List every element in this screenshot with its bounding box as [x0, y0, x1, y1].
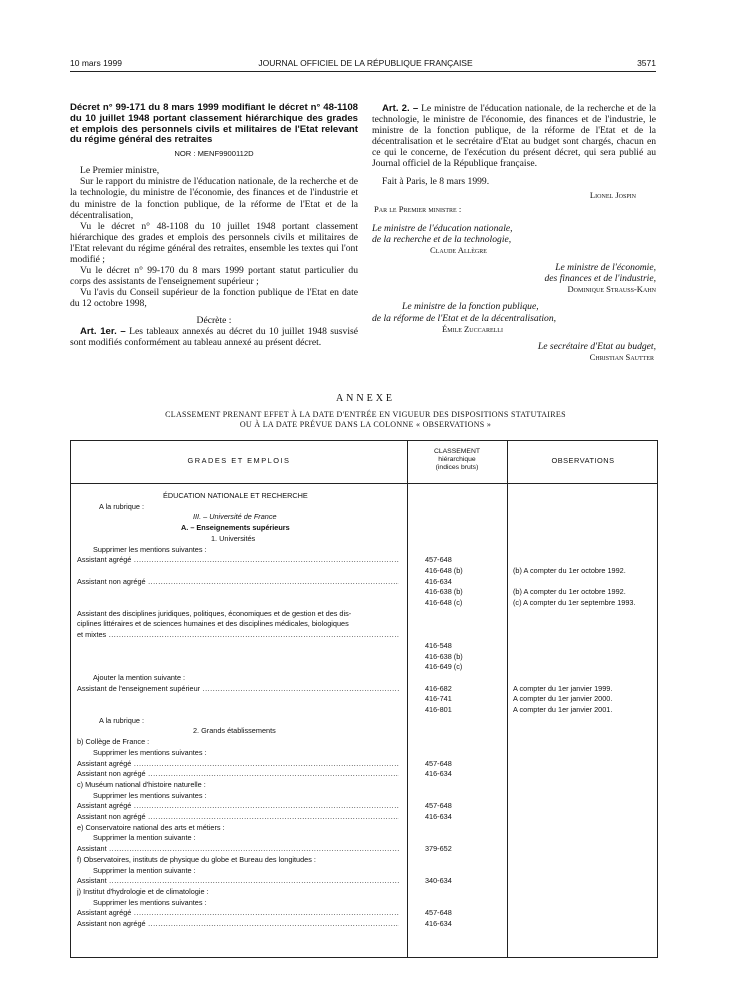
grade-cell: Assistant des disciplines juridiques, politiques, économiques et de gestion et des dis- [77, 608, 352, 618]
table-row [71, 545, 659, 554]
column-header-classement-3: (indices bruts) [435, 464, 479, 471]
table-row [71, 491, 659, 500]
premier-ministre-line: Le Premier ministre, [80, 165, 160, 177]
table-row [71, 887, 659, 896]
table-row [71, 512, 659, 521]
table-row [71, 705, 659, 714]
grade-cell: e) Conservatoire national des arts et métiers : [77, 822, 225, 832]
grade-cell: Supprimer la mention suivante : [93, 865, 196, 875]
grade-cell: f) Observatoires, instituts de physique du globe et Bureau des longitudes : [77, 854, 316, 864]
table-row [71, 716, 659, 725]
journal-title: JOURNAL OFFICIEL DE LA RÉPUBLIQUE FRANÇAISE [258, 58, 473, 68]
table-row [71, 844, 659, 853]
table-row [71, 534, 659, 543]
minister-1-title-b: de la recherche et de la technologie, [372, 233, 512, 245]
article-1-text: Les tableaux annexés au décret du 10 juillet 1948 susvisé sont modifiés conformément au tableau annexé au présent décret. [70, 325, 358, 348]
classement-cell: 416-648 (c) [425, 598, 463, 607]
classement-cell: 416-634 [425, 576, 452, 586]
grade-cell: A la rubrique : [99, 501, 145, 511]
grade-cell: c) Muséum national d'histoire naturelle : [77, 779, 206, 789]
observations-cell: (b) A compter du 1er octobre 1992. [513, 587, 626, 597]
grade-cell: Ajouter la mention suivante : [93, 672, 186, 682]
table-row [71, 555, 659, 564]
grade-cell: ÉDUCATION NATIONALE ET RECHERCHE [163, 491, 308, 500]
table-row [71, 812, 659, 821]
minister-2-name: Dominique Strauss-Kahn [567, 284, 656, 295]
header-rule [70, 71, 656, 72]
nor-reference: NOR : MENF9900112D [174, 149, 254, 159]
header-divider [71, 483, 657, 484]
classement-cell: 379-652 [425, 844, 452, 854]
table-row [71, 609, 659, 618]
fait-a-paris: Fait à Paris, le 8 mars 1999. [382, 175, 490, 187]
classement-cell: 340-634 [425, 876, 452, 886]
minister-1-title-a: Le ministre de l'éducation nationale, [372, 222, 513, 234]
classement-cell: 416-638 (b) [425, 651, 463, 661]
grade-cell: A la rubrique : [99, 715, 145, 725]
sur-le-rapport: Sur le rapport du ministre de l'éducation nationale, de la recherche et de la technologie, du ministre de l'économie, des finances et de l'industrie et du ministre de la fonction publique, de la réforme de l'Etat et de la décentralisation, [70, 176, 358, 221]
minister-3-title-b: de la réforme de l'Etat et de la décentralisation, [372, 312, 557, 324]
grade-cell: Supprimer les mentions suivantes : [93, 747, 207, 757]
classement-cell: 416-634 [425, 919, 452, 928]
minister-1-name: Claude Allègre [430, 245, 487, 256]
grade-cell: A. – Enseignements supérieurs [181, 523, 290, 533]
minister-4-title: Le secrétaire d'Etat au budget, [537, 340, 656, 352]
grade-cell: 1. Universités [211, 533, 256, 543]
table-row [71, 737, 659, 746]
grade-cell: 2. Grands établissements [193, 726, 276, 736]
minister-4-name: Christian Sautter [589, 351, 654, 362]
table-row [71, 587, 659, 596]
classement-cell: 416-638 (b) [425, 587, 463, 597]
grade-cell: b) Collège de France : [77, 737, 150, 747]
observations-cell: A compter du 1er janvier 2000. [513, 694, 613, 704]
grade-cell: Assistant non agrégé ..... [77, 769, 399, 778]
annexe-subtitle-2: OU À LA DATE PRÉVUE DANS LA COLONNE « OBSERVATIONS » [239, 420, 492, 429]
classement-cell: 457-648 [425, 908, 452, 918]
grade-cell: Assistant ..... [77, 844, 399, 853]
decree-title: Décret n° 99-171 du 8 mars 1999 modifiant le décret n° 48-1108 du 10 juillet 1948 portant classement hiérarchique des grades et emplois des personnels civils et militaires de l'Etat relevant du régime général des retraites [70, 102, 358, 146]
observations-cell: (c) A compter du 1er septembre 1993. [513, 598, 636, 607]
grade-cell: ciplines littéraires et de sciences humaines et des disciplines médicales, biologiques [77, 619, 349, 629]
grade-cell: III. – Université de France [193, 512, 277, 522]
grade-cell: Assistant ..... [77, 876, 399, 885]
article-1 [70, 326, 358, 348]
column-header-classement-2: hiérarchique [438, 456, 476, 463]
table-row [71, 619, 659, 628]
classement-cell: 416-801 [425, 705, 452, 714]
classement-cell: 416-649 (c) [425, 662, 463, 672]
column-header-classement [407, 448, 507, 472]
grade-cell: Assistant non agrégé ..... [77, 577, 399, 586]
column-header-classement-1: CLASSEMENT [433, 448, 481, 455]
table-row [71, 769, 659, 778]
decrete: Décrète : [196, 314, 232, 326]
minister-3-title-a: Le ministre de la fonction publique, [402, 301, 539, 313]
column-header-observations: OBSERVATIONS [551, 456, 615, 465]
observations-cell: A compter du 1er janvier 1999. [513, 683, 613, 693]
classement-cell: 457-648 [425, 555, 452, 565]
classement-cell: 416-741 [425, 694, 452, 704]
table-row [71, 630, 659, 639]
grade-cell: Supprimer la mention suivante : [93, 833, 196, 843]
table-row [71, 866, 659, 875]
grade-cell: Assistant agrégé ..... [77, 759, 399, 768]
observations-cell: (b) A compter du 1er octobre 1992. [513, 565, 626, 575]
right-column [372, 103, 656, 363]
table-row [71, 801, 659, 810]
grade-cell: Assistant agrégé ..... [77, 908, 399, 917]
grade-cell: Assistant de l'enseignement supérieur ..... [77, 684, 399, 693]
table-row [71, 598, 659, 607]
table-row [71, 919, 659, 928]
table-row [71, 780, 659, 789]
table-row [71, 833, 659, 842]
table-row [71, 694, 659, 703]
par-le-premier-ministre: Par le Premier ministre : [374, 203, 462, 214]
classement-cell: 416-634 [425, 812, 452, 821]
grade-cell: Assistant agrégé ..... [77, 555, 399, 564]
annexe-subtitle-1: CLASSEMENT PRENANT EFFET À LA DATE D'ENTRÉE EN VIGUEUR DES DISPOSITIONS STATUTAIRES [165, 410, 566, 419]
grade-cell: Assistant non agrégé ..... [77, 812, 399, 821]
classement-cell: 416-682 [425, 683, 452, 693]
signature-pm: Lionel Jospin [589, 189, 636, 200]
minister-3-name: Émile Zuccarelli [442, 323, 503, 334]
page-number: 3571 [637, 58, 656, 68]
observations-cell: A compter du 1er janvier 2001. [513, 705, 613, 714]
grade-cell: Supprimer les mentions suivantes : [93, 897, 207, 907]
table-row [71, 684, 659, 693]
table-row [71, 652, 659, 661]
table-row [71, 577, 659, 586]
classement-cell: 457-648 [425, 758, 452, 768]
table-row [71, 641, 659, 650]
annexe-table [70, 440, 658, 958]
left-column [70, 103, 358, 348]
header-date: 10 mars 1999 [70, 58, 122, 68]
grade-cell: Supprimer les mentions suivantes : [93, 790, 207, 800]
table-row [71, 823, 659, 832]
table-row [71, 502, 659, 511]
grade-cell: Assistant agrégé ..... [77, 801, 399, 810]
column-header-grades: GRADES ET EMPLOIS [187, 456, 291, 465]
classement-cell: 416-548 [425, 640, 452, 650]
table-row [71, 908, 659, 917]
article-2 [372, 103, 656, 170]
table-row [71, 876, 659, 885]
table-row [71, 759, 659, 768]
vu-decret-1948: Vu le décret n° 48-1108 du 10 juillet 1948 portant classement hiérarchique des grades et emplois des personnels civils et militaires de l'Etat relevant du régime général des retraites, ensemble les textes qui l'ont modifié ; [70, 220, 358, 266]
vu-decret-99-170: Vu le décret n° 99-170 du 8 mars 1999 portant statut particulier du corps des assistants de l'enseignement supérieur ; [70, 265, 358, 288]
grade-cell: Supprimer les mentions suivantes : [93, 544, 207, 554]
table-row [71, 726, 659, 735]
table-row [71, 523, 659, 532]
table-row [71, 566, 659, 575]
article-2-label: Art. 2. – [382, 103, 419, 114]
annexe-title: ANNEXE [335, 393, 396, 404]
table-row [71, 662, 659, 671]
grade-cell: j) Institut d'hydrologie et de climatologie : [77, 886, 209, 896]
grade-cell: Assistant non agrégé ..... [77, 919, 399, 928]
table-row [71, 855, 659, 864]
table-row [71, 748, 659, 757]
article-1-label: Art. 1er. – [80, 325, 126, 337]
classement-cell: 457-648 [425, 801, 452, 811]
grade-cell: et mixtes ..... [77, 630, 399, 639]
table-row [71, 898, 659, 907]
vu-avis-conseil: Vu l'avis du Conseil supérieur de la fonction publique de l'Etat en date du 12 octobre 1998, [70, 287, 358, 310]
minister-2-title-b: des finances et de l'industrie, [544, 273, 656, 285]
article-2-text: Le ministre de l'éducation nationale, de la recherche et de la technologie, le ministre de l'économie, des finances et de l'industrie, le ministre de la fonction publique, de la réforme de l'Etat et de la décentralisation et le secrétaire d'Etat au budget sont chargés, chacun en ce qui le concerne, de l'exécution du présent décret, qui sera publié au Journal officiel de la République française. [372, 103, 656, 170]
table-row [71, 673, 659, 682]
table-row [71, 791, 659, 800]
classement-cell: 416-634 [425, 769, 452, 779]
classement-cell: 416-648 (b) [425, 565, 463, 575]
minister-2-title-a: Le ministre de l'économie, [555, 262, 656, 274]
